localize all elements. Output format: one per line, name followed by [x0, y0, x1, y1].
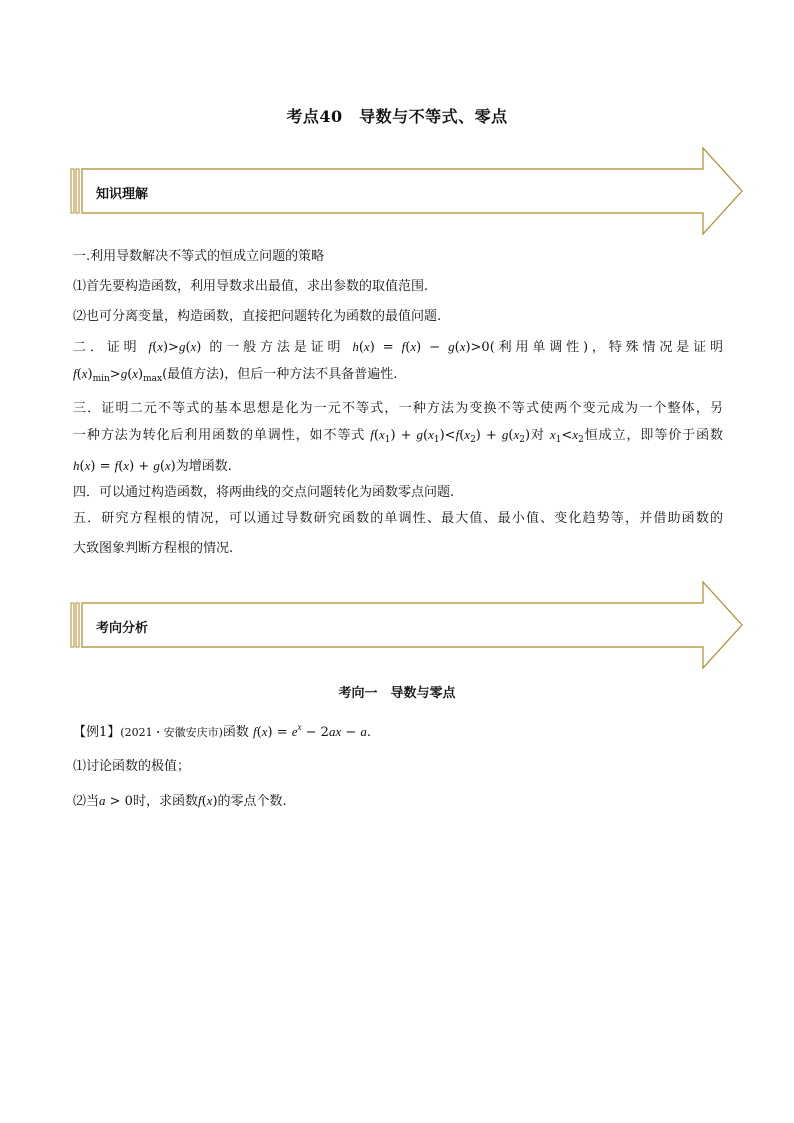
math-inequality: f — [148, 339, 153, 354]
math-var: x — [459, 339, 466, 354]
math-f: f — [401, 339, 406, 354]
knowledge-line-10: 五．研究方程根的情况，可以通过导数研究函数的单调性、最大值、最小值、变化趋势等，并借助函数的 — [73, 511, 723, 526]
example-label: 【例1】 — [73, 725, 121, 740]
arrow-banner-icon — [70, 581, 750, 669]
banner-label-knowledge: 知识理解 — [96, 187, 149, 202]
knowledge-line-7: 一种方法为转化后利用函数的单调性，如不等式 $f(x_1) + g(x_1)<f(x_2) + g(x_2)$对 $x_1<x_2$恒成立，即等价于函数 — [73, 427, 723, 445]
knowledge-line-11: 大致图象判断方程根的情况. — [73, 541, 234, 556]
knowledge-line-2: ⑴首先要构造函数，利用导数求出最值，求出参数的取值范围. — [73, 279, 429, 294]
math-g: g — [120, 366, 128, 381]
knowledge-line-9: 四．可以通过构造函数，将两曲线的交点问题转化为函数零点问题. — [73, 485, 455, 500]
math-var: x — [81, 366, 88, 381]
math-f: f — [73, 366, 77, 381]
example-statement: 【例1】(2021・安徽安庆市)函数 $f(x) = e^x - 2ax - a$. — [73, 722, 372, 740]
knowledge-line-6: 三．证明二元不等式的基本思想是化为一元不等式，一种方法为变换不等式使两个变元成为一个整体，另 — [73, 401, 723, 416]
knowledge-line-1: 一.利用导数解决不等式的恒成立问题的策略 — [73, 249, 325, 264]
math-g: g — [448, 339, 455, 354]
text-segment: 恒成立，即等价于函数 — [583, 428, 723, 443]
text-segment: (利用单调性)，特殊情况是证明 — [489, 340, 724, 355]
text-segment: (最值方法)，但后一种方法不具备普遍性. — [162, 367, 398, 382]
knowledge-line-5: $f(x)_{min}>g(x)_{max}$(最值方法)，但后一种方法不具备普遍性. — [73, 366, 398, 384]
text-segment: 函数 — [222, 725, 253, 740]
text-segment: 二．证明 — [73, 340, 149, 355]
math-g: g — [178, 339, 186, 354]
knowledge-banner — [70, 147, 750, 235]
text-segment: ⑵当 — [73, 794, 100, 809]
knowledge-line-8: h(x) = f(x) + g(x)为增函数. — [73, 458, 232, 474]
example-question-1: ⑴讨论函数的极值； — [73, 759, 191, 774]
text-segment: 一种方法为转化后利用函数的单调性，如不等式 — [73, 428, 371, 443]
text-segment: 时，求函数 — [132, 794, 198, 809]
text-segment: 的一般方法是证明 — [201, 340, 353, 355]
banner-label-analysis: 考向分析 — [96, 621, 149, 636]
analysis-banner — [70, 581, 750, 669]
math-var: x — [157, 339, 163, 354]
math-var: x — [190, 339, 197, 354]
math-var: x — [132, 366, 139, 381]
section-title: 考向一 导数与零点 — [338, 686, 456, 701]
text-segment: 的零点个数. — [217, 794, 287, 809]
knowledge-line-4: 二．证明 f(x)>g(x) 的一般方法是证明 h(x) = f(x) − g(x)>0(利用单调性)，特殊情况是证明 — [73, 339, 724, 355]
text-segment: 为增函数. — [175, 459, 232, 474]
math-sub-min: min — [92, 374, 110, 384]
math-var: x — [363, 339, 370, 354]
knowledge-content — [73, 244, 723, 562]
math-sub-max: max — [143, 374, 163, 384]
math-var: x — [410, 339, 417, 354]
knowledge-line-3: ⑵也可分离变量，构造函数，直接把问题转化为函数的最值问题. — [73, 309, 442, 324]
math-h: h — [352, 339, 359, 354]
page-title: 考点40 导数与不等式、零点 — [286, 107, 508, 126]
example-1 — [73, 716, 723, 813]
example-source: (2021・安徽安庆市) — [120, 726, 223, 739]
example-question-2: ⑵当a > 0时，求函数f(x)的零点个数. — [73, 793, 287, 809]
arrow-banner-icon — [70, 147, 750, 235]
text-segment: 对 — [530, 428, 550, 443]
